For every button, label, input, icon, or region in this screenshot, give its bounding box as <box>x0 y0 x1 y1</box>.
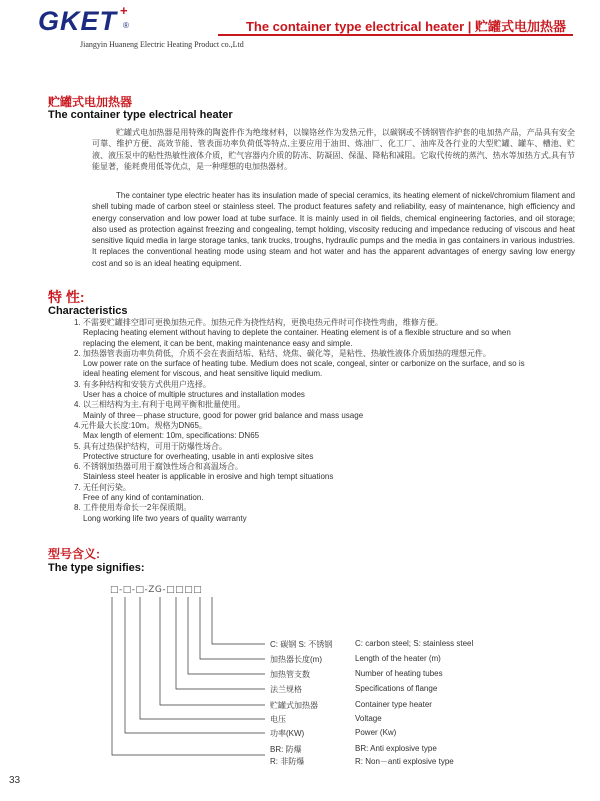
leader-line <box>125 597 265 733</box>
label-en-power: Power (Kw) <box>355 728 397 737</box>
label-cn-explosive: BR: 防爆 <box>270 745 302 754</box>
type-title-cn: 型号含义: <box>48 547 100 561</box>
list-item: Mainly of three－phase structure, good for power grid balance and mass usage <box>83 410 364 420</box>
label-cn-flange: 法兰规格 <box>270 685 302 694</box>
list-item: ideal heating element for viscous, and heat sensitive liquid medium. <box>83 369 323 379</box>
list-item: 8. 工件使用寿命长一2年保质期。 <box>74 503 192 513</box>
label-cn-length: 加热器长度(m) <box>270 655 322 664</box>
type-title-en: The type signifies: <box>48 562 145 574</box>
characteristics-title-cn: 特 性: <box>48 289 85 305</box>
label-en-tubes: Number of heating tubes <box>355 669 443 678</box>
list-item: 2. 加热器管表面功率负荷低，介质不会在表面结垢、粘结、烧焦、碳化等，是粘性、热敏性液体介质加热的理想元件。 <box>74 348 491 358</box>
label-cn-material: C: 碳钢 S: 不锈钢 <box>270 640 333 649</box>
label-en-explosive: BR: Anti explosive type <box>355 744 437 753</box>
leader-line <box>200 597 265 659</box>
list-item: 7. 无任何污染。 <box>74 482 131 492</box>
logo-registered-mark: ® <box>123 21 129 30</box>
label-en-container: Container type heater <box>355 700 432 709</box>
list-item: Max length of element: 10m, specifications: DN65 <box>83 431 260 441</box>
list-item: 1. 不需要贮罐排空即可更换加热元件。加热元件为挠性结构，更换电热元件时可作挠性弯曲，维修方便。 <box>74 318 443 327</box>
list-item: Long working life two years of quality warranty <box>83 513 247 523</box>
list-item: Low power rate on the surface of heating tube. Medium does not scale, congeal, sinter or carbonize on the surface, and so is <box>83 359 525 369</box>
intro-paragraph-cn: 贮罐式电加热器是用特殊的陶瓷件作为绝缘材料，以镍铬丝作为发热元件，以碳钢或不锈钢管作护套的电加热产品，产品具有安全可靠、维护方便、高效节能、管表面功率负荷低等特点,主要应用于油田、炼油厂、化工厂、油库及各行业的大型贮罐、罐车、槽池、贮液、液压泵中的粘性热敏性液体介质，贮气容器内介质的防冻、防凝固、保温、降粘和减阻。它取代传统的蒸汽、热水等加热方式,具有节能显著，能耗费用低等优点，是一种理想的电加热器材。 <box>92 128 575 171</box>
section-title-cn: 贮罐式电加热器 <box>48 95 133 109</box>
leader-line <box>188 597 265 674</box>
label-en-material: C: carbon steel; S: stainless steel <box>355 639 474 648</box>
label-cn-container: 贮罐式加热器 <box>270 701 318 710</box>
page-number: 33 <box>9 775 21 786</box>
logo-plus-mark: + <box>120 3 128 18</box>
characteristics-title-en: Characteristics <box>48 305 128 317</box>
leader-line <box>112 597 265 755</box>
list-item: Replacing heating element without having to deplete the container. Heating element is of a flexible structure and so when <box>83 328 511 338</box>
list-item: Stainless steel heater is applicable in erosive and high tempt situations <box>83 472 334 482</box>
header-title: The container type electrical heater | 贮罐式电加热器 <box>245 19 566 34</box>
label-en-flange: Specifications of flange <box>355 684 438 693</box>
list-item: 5. 具有过热保护结构，可用于防爆性场合。 <box>74 441 227 451</box>
type-code-pattern: □-□-□-ZG-□□□□ <box>110 585 203 595</box>
label-cn-tubes: 加热管支数 <box>270 670 310 679</box>
company-name: Jiangyin Huaneng Electric Heating Product co.,Ltd <box>80 40 244 49</box>
list-item: User has a choice of multiple structures and installation modes <box>83 390 305 400</box>
label-en-voltage: Voltage <box>355 714 382 723</box>
company-logo: GKET <box>38 6 118 36</box>
leader-line <box>176 597 265 689</box>
list-item: 4.元件最大长度:10m。规格为DN65。 <box>74 420 207 430</box>
section-title-en: The container type electrical heater <box>48 109 233 121</box>
label-en-length: Length of the heater (m) <box>355 654 441 663</box>
label-cn-non-explosive: R: 非防爆 <box>270 757 305 766</box>
list-item: 6. 不锈钢加热器可用于腐蚀性场合和高温场合。 <box>74 462 243 472</box>
list-item: 4. 以三相结构为主,有利于电网平衡和批量使用。 <box>74 400 246 410</box>
label-cn-power: 功率(KW) <box>270 729 305 738</box>
list-item: Protective structure for overheating, usable in anti explosive sites <box>83 451 314 461</box>
list-item: 3. 有多种结构和安装方式供用户选择。 <box>74 379 211 389</box>
label-en-non-explosive: R: Non－anti explosive type <box>355 757 454 766</box>
leader-line <box>212 597 265 644</box>
label-cn-voltage: 电压 <box>270 715 286 724</box>
list-item: replacing the element, it can be bent, making maintenance easy and simple. <box>83 338 353 348</box>
intro-paragraph-en: The container type electric heater has its insulation made of special ceramics, its heating element of nickel/chromium filament and shell tubing made of carbon steel or stainless steel. The product features safety and reliability, easy of maintenance, high efficiency and energy conservation and low power load at tube surface. It is mainly used in oil fields, chemical engineering factories, and oil storage; also used as protection against freezing and congealing, tempt holding, viscosity reducing and impedance reducing of viscous and heat sensitive liquid media in large storage tanks, tank trucks, troughs, hydraulic pumps and the media in gas containers in various industries. It replaces the conventional heating mode using steam and hot water and has the apparent advantages of energy saving low energy cost and so is an ideal heating equipment. <box>92 191 575 268</box>
leader-line <box>140 597 265 719</box>
list-item: Free of any kind of contamination. <box>83 493 204 503</box>
